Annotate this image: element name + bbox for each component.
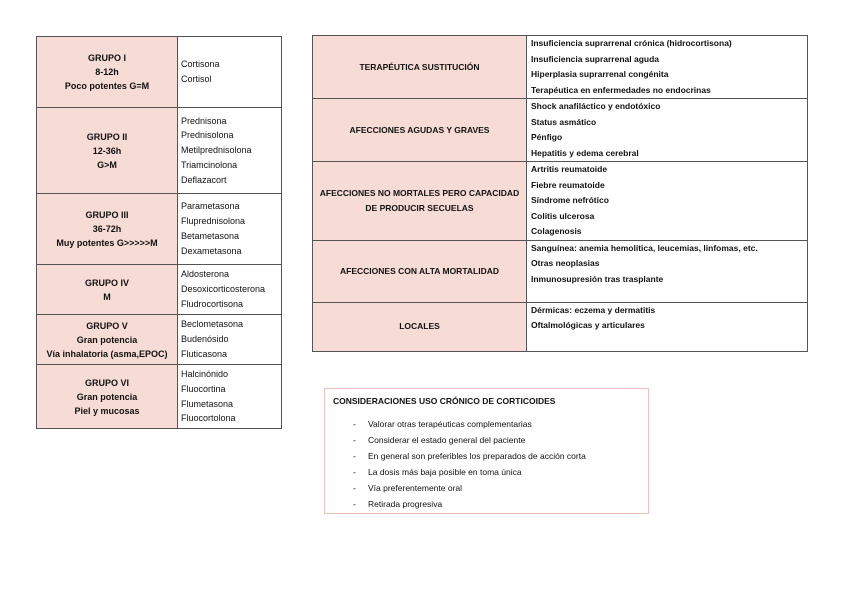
consideration-text: En general son preferibles los preparados de acción corta — [368, 451, 586, 461]
group-drugs-cell — [178, 194, 282, 265]
drug-name: Beclometasona — [181, 319, 244, 330]
use-category: TERAPÉUTICA SUSTITUCIÓN — [313, 36, 527, 99]
group-note: Vía inhalatoria (asma,EPOC) — [46, 348, 168, 359]
use-row — [313, 36, 808, 99]
group-note: Muy potentes G>>>>>M — [56, 238, 158, 248]
consideration-text: Vía preferentemente oral — [368, 483, 463, 493]
use-category: LOCALES — [313, 302, 527, 351]
considerations-box — [324, 388, 649, 514]
consideration-text: Considerar el estado general del paciente — [368, 435, 526, 445]
consideration-text: Retirada progresiva — [368, 499, 443, 509]
group-drugs-cell — [178, 108, 282, 194]
drug-name: Prednisona — [181, 115, 227, 126]
considerations-title: CONSIDERACIONES USO CRÓNICO DE CORTICOIDES — [333, 396, 556, 406]
use-items-cell — [527, 36, 808, 99]
corticoid-groups-table — [36, 36, 282, 429]
use-row — [313, 240, 808, 302]
drug-name: Fludrocortisona — [181, 298, 244, 309]
bullet-dash: - — [353, 467, 356, 477]
drug-name: Halcinónido — [181, 368, 229, 379]
group-note: G>M — [97, 159, 117, 170]
group-row — [37, 315, 282, 365]
group-name: GRUPO II — [86, 131, 128, 142]
group-drugs-cell — [178, 37, 282, 108]
drug-name: Dexametasona — [181, 245, 242, 256]
group-note: Piel y mucosas — [74, 405, 140, 416]
drug-name: Fluocortolona — [181, 413, 236, 424]
use-category: AFECCIONES CON ALTA MORTALIDAD — [313, 240, 527, 302]
use-item: Colagenosis — [531, 226, 582, 236]
group-duration: 8-12h — [95, 67, 119, 77]
drug-name: Metilprednisolona — [181, 145, 252, 156]
drug-name: Aldosterona — [181, 269, 230, 280]
use-item: Oftalmológicas y articulares — [531, 320, 645, 330]
group-label-cell — [37, 265, 178, 315]
use-item: Inmunosupresión tras trasplante — [531, 273, 664, 284]
bullet-dash: - — [353, 483, 356, 493]
use-item: Otras neoplasias — [531, 258, 600, 268]
group-row — [37, 108, 282, 194]
therapeutic-uses-table — [312, 35, 808, 352]
group-duration: Gran potencia — [76, 334, 138, 345]
consideration-text: La dosis más baja posible en toma única — [368, 467, 522, 477]
group-drugs-cell — [178, 315, 282, 365]
use-item: Colitis ulcerosa — [531, 210, 595, 221]
use-item: Síndrome nefrótico — [531, 195, 609, 205]
bullet-dash: - — [353, 499, 356, 509]
use-items-cell — [527, 162, 808, 241]
group-row — [37, 365, 282, 429]
drug-name: Flumetasona — [181, 398, 234, 409]
bullet-dash: - — [353, 451, 356, 461]
group-duration: Gran potencia — [76, 391, 138, 402]
use-item: Insuficiencia suprarrenal crónica (hidrocortisona) — [531, 38, 732, 48]
drug-name: Parametasona — [181, 201, 240, 212]
use-items-cell — [527, 240, 808, 302]
group-row — [37, 194, 282, 265]
use-item: Dérmicas: eczema y dermatitis — [531, 304, 656, 315]
drug-name: Deflazacort — [181, 174, 227, 185]
drug-name: Fluticasona — [181, 348, 228, 359]
use-row — [313, 162, 808, 241]
use-category: AFECCIONES AGUDAS Y GRAVES — [313, 99, 527, 162]
group-drugs-cell — [178, 265, 282, 315]
drug-name: Prednisolona — [181, 130, 234, 141]
consideration-text: Valorar otras terapéuticas complementarias — [368, 419, 532, 429]
use-row — [313, 302, 808, 351]
group-duration: 36-72h — [92, 224, 122, 234]
group-drugs-cell — [178, 365, 282, 429]
group-label-cell — [37, 37, 178, 108]
list-item — [353, 496, 640, 512]
group-duration: M — [103, 291, 111, 302]
drug-name: Cortisol — [181, 74, 212, 84]
drug-name: Triamcinolona — [181, 159, 238, 170]
group-name: GRUPO III — [85, 210, 129, 220]
use-item: Pénfigo — [531, 132, 563, 142]
use-item: Shock anafiláctico y endotóxico — [531, 101, 661, 111]
use-item: Insuficiencia suprarrenal aguda — [531, 53, 660, 64]
list-item — [353, 432, 640, 448]
drug-name: Budenósido — [181, 334, 229, 345]
group-name: GRUPO VI — [84, 377, 129, 388]
drug-name: Betametasona — [181, 231, 240, 241]
group-row — [37, 265, 282, 315]
list-item — [353, 480, 640, 496]
use-item: Artritis reumatoide — [531, 164, 608, 174]
bullet-dash: - — [353, 435, 356, 445]
bullet-dash: - — [353, 419, 356, 429]
group-duration: 12-36h — [92, 145, 122, 156]
use-row — [313, 99, 808, 162]
use-item: Sanguínea: anemia hemolítica, leucemias, linfomas, etc. — [531, 242, 758, 253]
group-name: GRUPO V — [86, 320, 128, 331]
group-label-cell — [37, 315, 178, 365]
group-label-cell — [37, 194, 178, 265]
list-item — [353, 448, 640, 464]
group-note: Poco potentes G=M — [64, 81, 150, 91]
use-item: Status asmático — [531, 116, 597, 127]
use-items-cell — [527, 302, 808, 351]
group-label-cell — [37, 365, 178, 429]
considerations-list — [333, 416, 640, 512]
group-label-cell — [37, 108, 178, 194]
use-item: Terapéutica en enfermedades no endocrinas — [531, 84, 711, 95]
group-name: GRUPO IV — [84, 277, 129, 288]
use-items-cell — [527, 99, 808, 162]
use-item: Fiebre reumatoide — [531, 179, 605, 190]
list-item — [353, 416, 640, 432]
drug-name: Cortisona — [181, 59, 220, 70]
drug-name: Desoxicorticosterona — [181, 284, 266, 295]
drug-name: Fluprednisolona — [181, 216, 246, 227]
use-item: Hiperplasia suprarrenal congénita — [531, 69, 669, 79]
use-item: Hepatitis y edema cerebral — [531, 147, 639, 158]
list-item — [353, 464, 640, 480]
use-category: AFECCIONES NO MORTALES PERO CAPACIDAD DE PRODUCIR SECUELAS — [313, 162, 527, 241]
drug-name: Fluocortina — [181, 383, 226, 394]
group-row — [37, 37, 282, 108]
group-name: GRUPO I — [87, 53, 126, 63]
